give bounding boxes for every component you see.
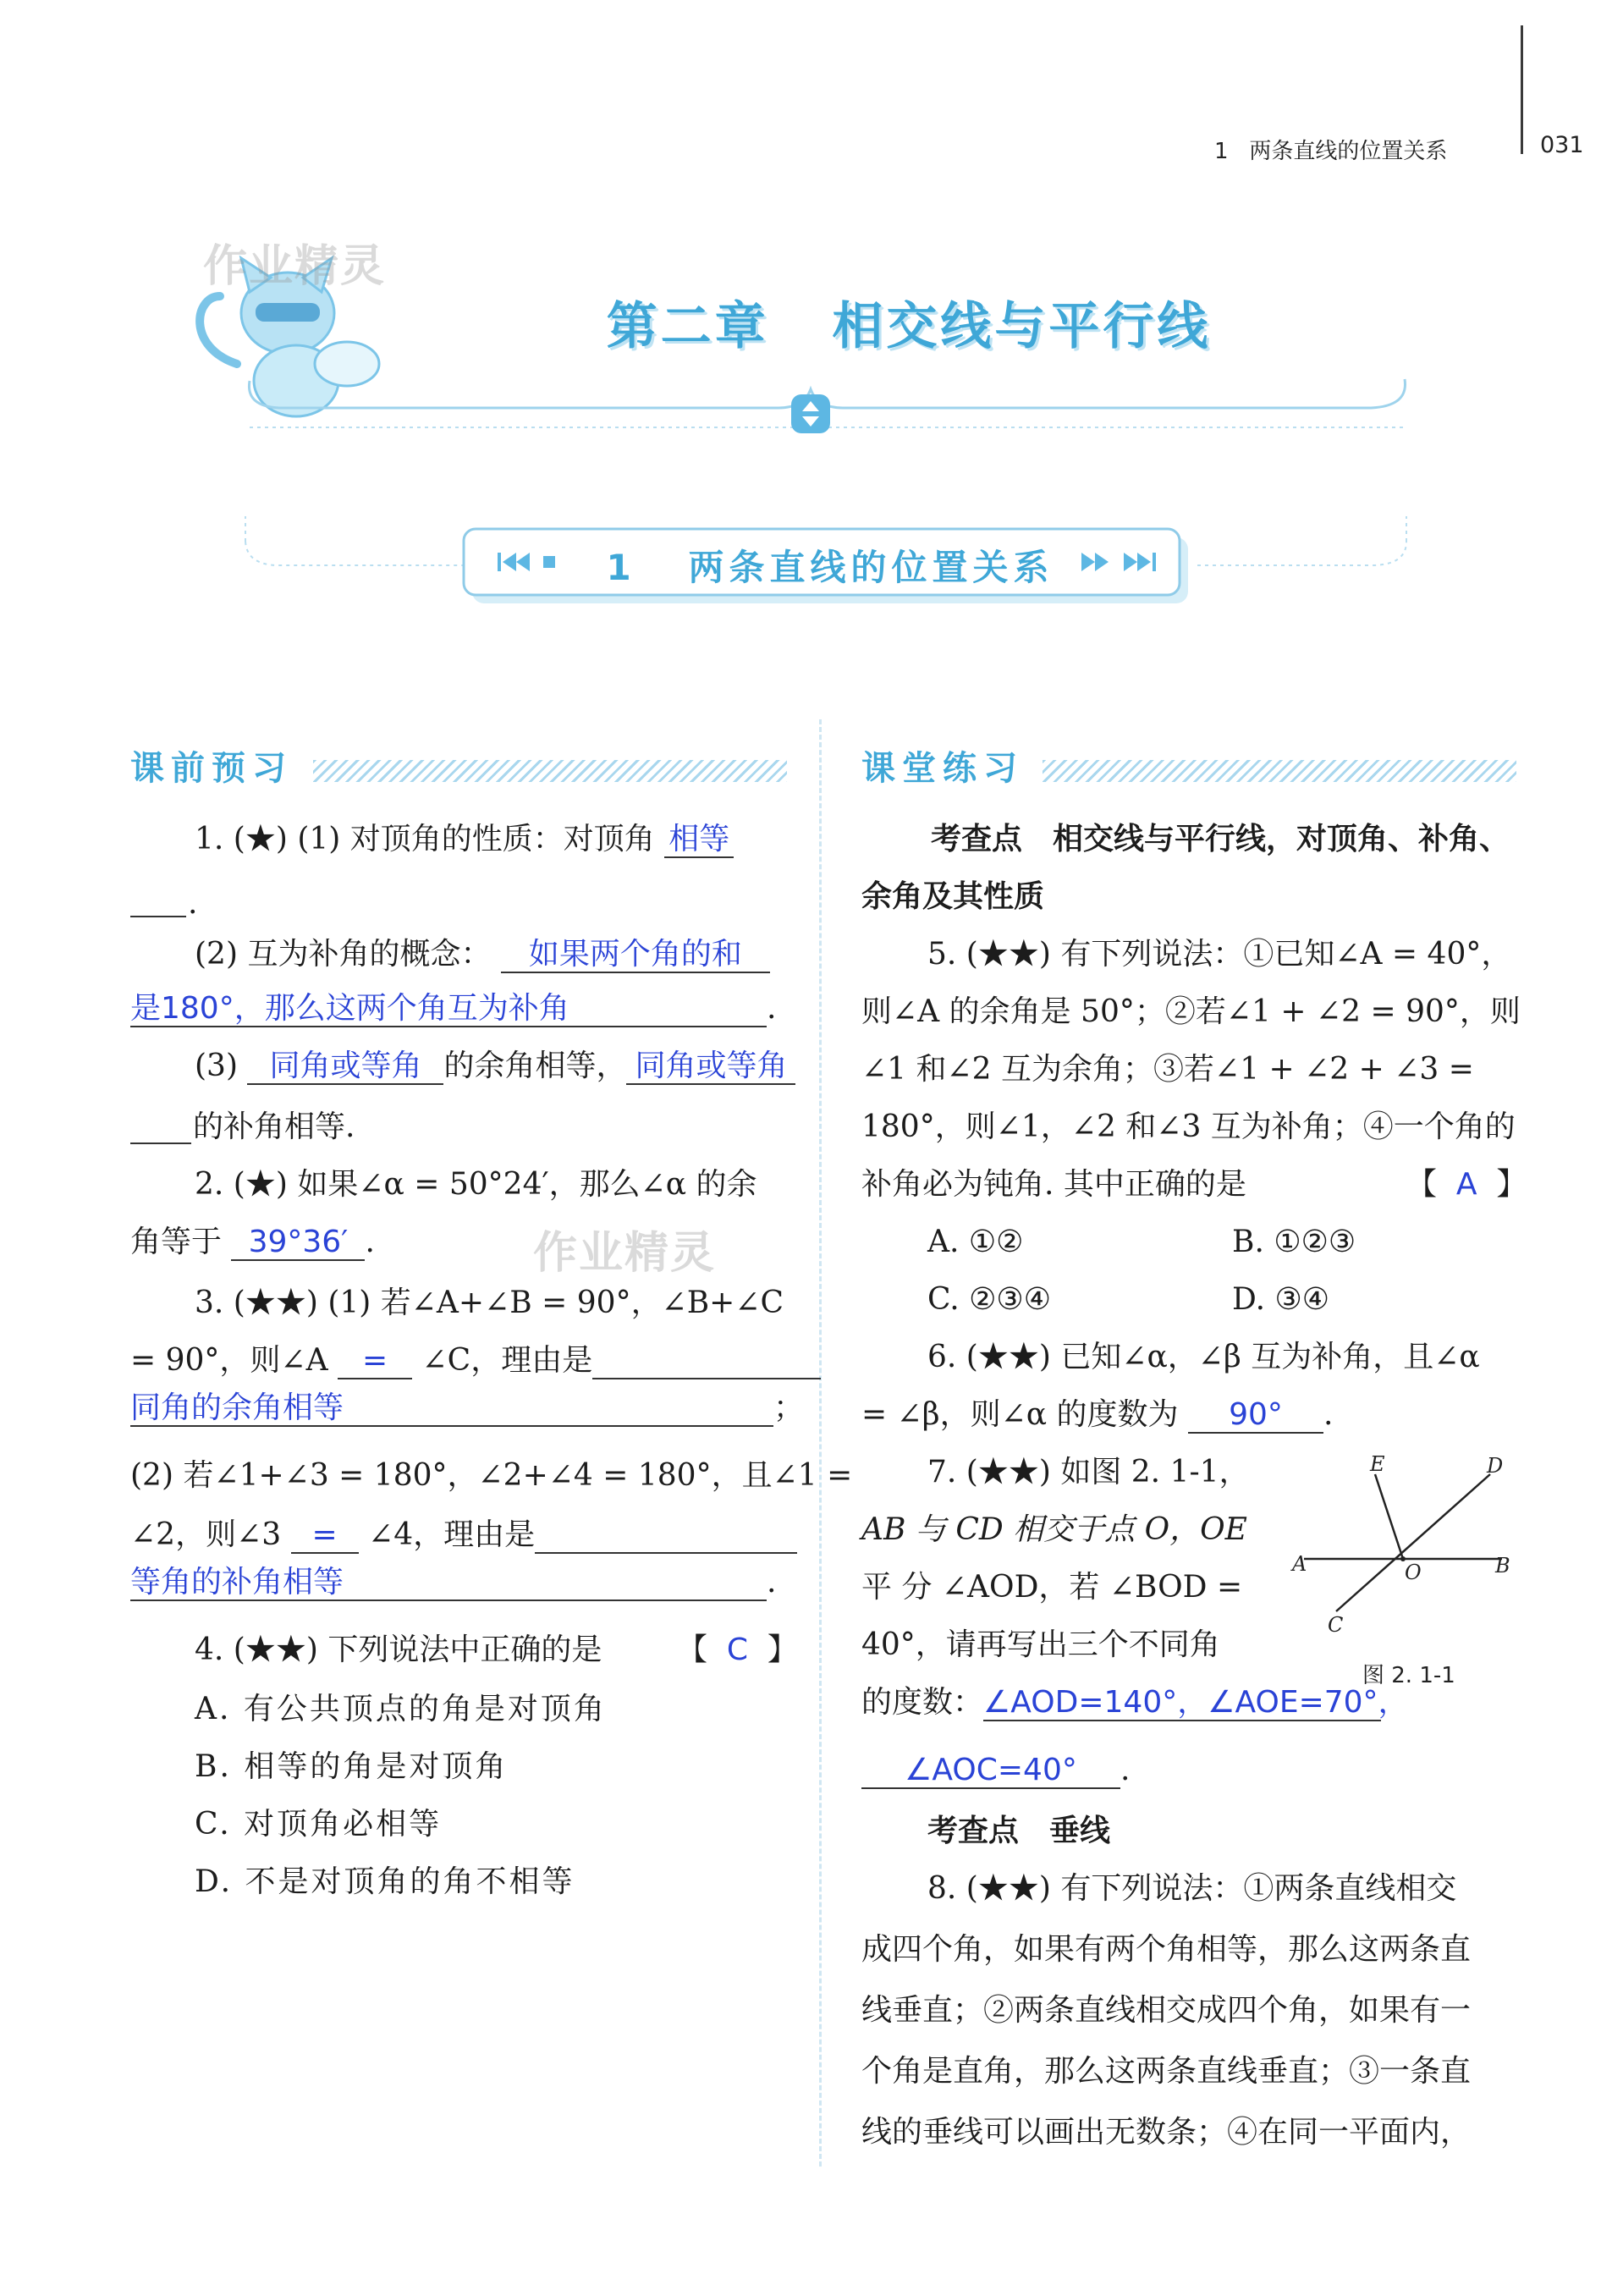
q6-end: . bbox=[1323, 1397, 1334, 1432]
q7-line6 bbox=[861, 1752, 1130, 1789]
q3-line5 bbox=[130, 1517, 797, 1554]
knowledge-point-1a: 考查点 相交线与平行线，对顶角、补角、 bbox=[931, 822, 1510, 856]
page-number: 031 bbox=[1540, 132, 1584, 158]
q4-stem: 4. (★★) 下列说法中正确的是 bbox=[195, 1633, 602, 1667]
q5-answer-box: 【 A 】 bbox=[1406, 1167, 1527, 1202]
chapter-label: 第二章 bbox=[606, 297, 769, 356]
q8-line5: 线的垂线可以画出无数条；④在同一平面内， bbox=[861, 2115, 1472, 2150]
q3-line6 bbox=[130, 1564, 776, 1601]
q7-line1: 7. (★★) 如图 2. 1-1， bbox=[927, 1455, 1250, 1489]
right-column-heading: 课堂练习 bbox=[861, 749, 1024, 788]
q5-line1: 5. (★★) 有下列说法：①已知∠A = 40°， bbox=[927, 937, 1512, 972]
q5-option-b: B. ①②③ bbox=[1232, 1225, 1356, 1259]
q5-line4: 180°，则∠1，∠2 和∠3 互为补角；④一个角的 bbox=[861, 1109, 1516, 1144]
q6-line2 bbox=[861, 1396, 1333, 1434]
q3-answer1: = bbox=[338, 1344, 412, 1379]
q1-line2 bbox=[195, 936, 770, 973]
q3-answer4: 等角的补角相等 bbox=[130, 1566, 767, 1601]
label-c: C bbox=[1328, 1613, 1344, 1637]
q1-end1: . bbox=[188, 886, 198, 921]
knowledge-point-1b: 余角及其性质 bbox=[861, 879, 1045, 914]
chapter-title bbox=[0, 286, 1623, 359]
watermark-middle: 作业精灵 bbox=[533, 1228, 717, 1279]
q1-part2-stem: (2) 互为补角的概念： bbox=[195, 937, 492, 972]
knowledge-point-2: 考查点 垂线 bbox=[927, 1814, 1111, 1848]
q5-option-c: C. ②③④ bbox=[927, 1282, 1051, 1317]
q3-answer2: 同角的余角相等 bbox=[130, 1391, 773, 1427]
q6-stem-end: = ∠β，则∠α 的度数为 bbox=[861, 1397, 1179, 1432]
left-heading-hatch bbox=[313, 760, 787, 782]
q4-line1 bbox=[195, 1632, 602, 1669]
q3-answer3: = bbox=[291, 1518, 359, 1554]
q1-line3 bbox=[130, 990, 776, 1027]
q3-end1: ； bbox=[773, 1390, 805, 1425]
q7-line3: 平 分 ∠AOD，若 ∠BOD = bbox=[861, 1570, 1243, 1605]
q4-answer-box: 【 C 】 bbox=[677, 1633, 798, 1667]
q3-part2-reason: ∠4，理由是 bbox=[368, 1517, 536, 1552]
q1-line1 bbox=[195, 821, 734, 858]
banner-badge-icon bbox=[791, 394, 830, 433]
q1-answer3b: 同角或等角 bbox=[626, 1049, 795, 1085]
q5-line5: 补角必为钝角. 其中正确的是 bbox=[861, 1167, 1246, 1202]
q4-answer: C bbox=[726, 1633, 749, 1667]
q5-option-d: D. ③④ bbox=[1232, 1282, 1330, 1317]
q4-option-b: B. 相等的角是对顶角 bbox=[195, 1749, 509, 1784]
q3-line4: (2) 若∠1+∠3 = 180°，∠2+∠4 = 180°，且∠1 = bbox=[130, 1458, 853, 1493]
q1-part3-mid: 的余角相等， bbox=[443, 1049, 627, 1083]
section-name: 两条直线的位置关系 bbox=[688, 547, 1054, 588]
figure-caption: 图 2. 1-1 bbox=[1362, 1663, 1455, 1684]
q7-end: . bbox=[1120, 1753, 1131, 1787]
q5-answer: A bbox=[1455, 1167, 1477, 1202]
q2-end: . bbox=[365, 1225, 375, 1259]
q3-line3 bbox=[130, 1390, 804, 1427]
label-o: O bbox=[1405, 1561, 1422, 1584]
figure-2-1-1 bbox=[1290, 1456, 1519, 1684]
q2-stem-end: 角等于 bbox=[130, 1225, 223, 1259]
q5-line3: ∠1 和∠2 互为余角；③若∠1 + ∠2 + ∠3 = bbox=[861, 1052, 1474, 1087]
header-section-number: 1 bbox=[1214, 139, 1229, 164]
q3-part1-reason: ∠C，理由是 bbox=[421, 1343, 593, 1378]
q7-line5 bbox=[861, 1684, 1409, 1721]
q5-line2: 则∠A 的余角是 50°；②若∠1 + ∠2 = 90°，则 bbox=[861, 994, 1521, 1029]
q4-option-a: A. 有公共顶点的角是对顶角 bbox=[195, 1692, 607, 1726]
q7-line2: AB 与 CD 相交于点 O，OE bbox=[861, 1512, 1247, 1547]
q5-option-a: A. ①② bbox=[927, 1225, 1024, 1259]
label-b: B bbox=[1495, 1554, 1510, 1577]
header-section-title: 两条直线的位置关系 bbox=[1249, 139, 1448, 164]
q1-answer1: 相等 bbox=[664, 823, 734, 858]
right-heading-hatch bbox=[1043, 760, 1516, 782]
q8-line3: 线垂直；②两条直线相交成四个角，如果有一 bbox=[861, 1993, 1472, 2028]
q1-line4 bbox=[195, 1048, 795, 1085]
q6-answer: 90° bbox=[1188, 1398, 1323, 1434]
q1-part3-label: (3) bbox=[195, 1049, 238, 1083]
left-column-heading: 课前预习 bbox=[130, 749, 293, 788]
section-number: 1 bbox=[606, 547, 636, 588]
label-a: A bbox=[1292, 1552, 1307, 1576]
q7-line4: 40°，请再写出三个不同角 bbox=[861, 1627, 1220, 1662]
q1-line5: 的补角相等. bbox=[193, 1109, 355, 1144]
q1-end2: . bbox=[767, 991, 777, 1026]
q3-end2: . bbox=[767, 1565, 777, 1599]
q7-answer1: ∠AOD=140°，∠AOE=70°， bbox=[983, 1685, 1409, 1720]
q3-part2: ∠2，则∠3 bbox=[130, 1517, 282, 1552]
q2-answer: 39°36′ bbox=[231, 1225, 365, 1261]
q4-option-d: D. 不是对顶角的角不相等 bbox=[195, 1864, 575, 1899]
q1-answer2a: 如果两个角的和 bbox=[501, 938, 770, 973]
q3-part1: = 90°，则∠A bbox=[130, 1343, 328, 1378]
q8-line2: 成四个角，如果有两个角相等，那么这两条直 bbox=[861, 1932, 1472, 1967]
section-title bbox=[470, 540, 1190, 591]
column-divider bbox=[819, 719, 822, 2167]
chapter-name: 相交线与平行线 bbox=[832, 297, 1212, 356]
q1-stem: 1. (★) (1) 对顶角的性质：对顶角 bbox=[195, 822, 655, 856]
label-e: E bbox=[1370, 1456, 1385, 1476]
q2-line2 bbox=[130, 1224, 375, 1261]
q3-line2 bbox=[130, 1342, 821, 1379]
q2-line1: 2. (★) 如果∠α = 50°24′，那么∠α 的余 bbox=[195, 1167, 757, 1202]
label-d: D bbox=[1487, 1456, 1504, 1478]
q3-line1: 3. (★★) (1) 若∠A+∠B = 90°，∠B+∠C bbox=[195, 1286, 784, 1320]
q8-line4: 个角是直角，那么这两条直线垂直；③一条直 bbox=[861, 2054, 1472, 2089]
q1-answer2b: 是180°，那么这两个角互为补角 bbox=[130, 992, 767, 1027]
q1-line5-blank bbox=[130, 1142, 191, 1144]
q8-line1: 8. (★★) 有下列说法：①两条直线相交 bbox=[927, 1871, 1457, 1906]
q7-answer2: ∠AOC=40° bbox=[861, 1754, 1120, 1789]
q1-answer3a: 同角或等角 bbox=[247, 1049, 443, 1085]
q7-stem-end: 的度数： bbox=[861, 1685, 984, 1720]
q4-option-c: C. 对顶角必相等 bbox=[195, 1807, 443, 1842]
q1-line1-tail bbox=[130, 916, 186, 917]
watermark-top: 作业精灵 bbox=[203, 241, 387, 292]
q6-line1: 6. (★★) 已知∠α，∠β 互为补角，且∠α bbox=[927, 1340, 1480, 1374]
